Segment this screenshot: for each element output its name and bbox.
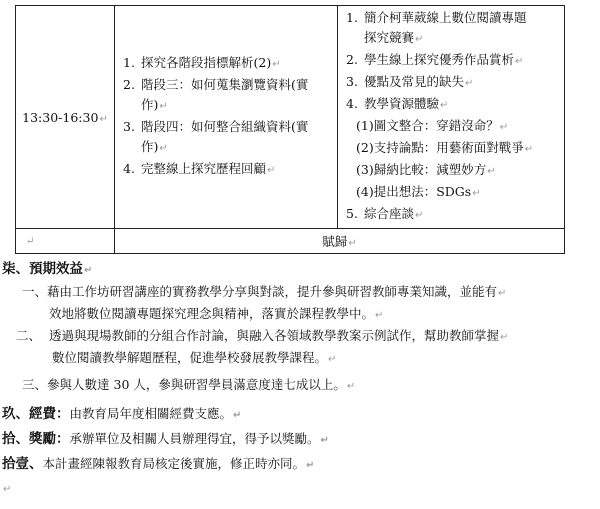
paragraph-mark-icon: ↵ <box>524 144 534 155</box>
item-line-text: 綜合座談 <box>364 206 415 221</box>
sub-item-text: (4)提出想法：SDGs <box>356 184 472 199</box>
paragraph-mark-icon: ↵ <box>499 122 509 133</box>
list-item <box>342 116 560 138</box>
sub-item-text: (2)支持論點：用藝術面對戰爭 <box>356 140 524 155</box>
paragraph-mark-icon: ↵ <box>3 484 12 495</box>
item-line <box>141 159 333 181</box>
section-11 <box>2 452 314 472</box>
middle-list <box>115 51 337 183</box>
item-line-text: 學生線上探究優秀作品賞析 <box>364 52 515 67</box>
section-7-item-2 <box>16 326 508 370</box>
section-7-item-1 <box>22 282 506 326</box>
paragraph-mark-icon: ↵ <box>415 210 424 221</box>
item-num: 二、 <box>16 328 42 343</box>
list-item <box>119 75 333 117</box>
item-number: 4. <box>123 161 135 176</box>
list-item <box>119 53 333 75</box>
item-line-text: 簡介柯華葳線上數位閱讀專題 <box>364 10 527 25</box>
schedule-table <box>15 5 565 254</box>
paragraph-mark-icon: ↵ <box>440 100 449 111</box>
section-10-label: 拾、獎勵： <box>2 431 70 447</box>
paragraph-mark-icon: ↵ <box>267 165 276 176</box>
item-num: 一、 <box>22 284 48 299</box>
item-line-text: 作) <box>141 97 159 112</box>
item-line <box>141 117 333 137</box>
section-7-label: 柒、預期效益 <box>2 261 83 277</box>
item-line <box>141 75 333 95</box>
item-line <box>364 50 560 72</box>
item-line-text: 階段四：如何整合組織資料(實 <box>141 119 309 134</box>
list-item <box>342 50 560 72</box>
list-item <box>342 138 560 160</box>
paragraph-mark-icon: ↵ <box>375 310 384 321</box>
right-list <box>338 6 564 228</box>
item-number: 3. <box>346 74 358 89</box>
item-line: 參與人數達 30 人，參與研習學員滿意度達七成以上。 <box>47 377 346 392</box>
item-line-text: 探究競賽 <box>364 30 415 45</box>
closing-row <box>16 229 565 254</box>
paragraph-mark-icon: ↵ <box>26 235 35 247</box>
section-11-text: 本計畫經陳報教育局核定後實施，修正時亦同。 <box>42 456 306 471</box>
item-number: 5. <box>346 206 358 221</box>
item-number: 1. <box>346 10 358 25</box>
item-line <box>364 72 560 94</box>
item-line-text: 完整線上探究歷程回顧 <box>141 161 267 176</box>
section-9 <box>2 402 241 422</box>
paragraph-mark-icon: ↵ <box>306 460 315 471</box>
closing-text: 賦歸 <box>322 234 348 249</box>
item-line <box>364 94 560 116</box>
empty-cell <box>16 229 115 254</box>
item-line-text: 階段三：如何蒐集瀏覽資料(實 <box>141 77 309 92</box>
list-item <box>342 72 560 94</box>
paragraph-mark-icon: ↵ <box>498 288 507 299</box>
paragraph-mark-icon: ↵ <box>465 78 474 89</box>
item-line: 數位閱讀教學解題歷程，促進學校發展教學課程。 <box>52 350 328 365</box>
section-11-label: 拾壹、 <box>2 456 43 472</box>
item-line: 透過與現場教師的分組合作討論，與融入各領域教學教案示例試作，幫助教師掌握 <box>48 328 499 343</box>
section-10-text: 承辦單位及相關人員辦理得宜，得予以獎勵。 <box>69 431 320 446</box>
sub-item-text: (3)歸納比較：減塑妙方 <box>356 162 487 177</box>
list-item <box>342 160 560 182</box>
paragraph-mark-icon: ↵ <box>328 354 337 365</box>
item-line: 效地將數位閱讀專題探究理念與精神，落實於課程教學中。 <box>49 306 375 321</box>
item-line <box>141 137 333 159</box>
item-number: 1. <box>123 55 135 70</box>
item-line <box>141 95 333 117</box>
sub-item-text: (1)圖文整合：穿錯沒命？ <box>356 118 499 133</box>
section-9-label: 玖、經費： <box>2 406 70 422</box>
paragraph-mark-icon: ↵ <box>159 101 168 112</box>
item-number: 2. <box>123 77 135 92</box>
list-item <box>342 204 560 226</box>
schedule-row <box>16 6 565 229</box>
item-number: 2. <box>346 52 358 67</box>
item-line: 藉由工作坊研習講座的實務教學分享與對談，提升參與研習教師專業知識，並能有 <box>47 284 498 299</box>
section-7-item-3 <box>22 375 355 397</box>
item-line <box>141 53 333 75</box>
paragraph-mark-icon: ↵ <box>159 143 168 154</box>
section-7-heading <box>2 257 92 277</box>
item-line-text: 優點及常見的缺失 <box>364 74 465 89</box>
paragraph-mark-icon: ↵ <box>84 265 93 276</box>
item-line-text: 教學資源體驗 <box>364 96 440 111</box>
paragraph-mark-icon: ↵ <box>320 435 329 446</box>
empty-paragraph <box>2 478 11 500</box>
paragraph-mark-icon: ↵ <box>272 59 281 70</box>
list-item <box>119 117 333 159</box>
closing-cell <box>115 229 565 254</box>
time-text: 13:30-16:30 <box>22 109 99 125</box>
item-line <box>364 28 560 50</box>
paragraph-mark-icon: ↵ <box>415 34 424 45</box>
item-line <box>364 204 560 226</box>
paragraph-mark-icon: ↵ <box>487 166 496 177</box>
middle-cell <box>115 6 338 229</box>
list-item <box>342 182 560 204</box>
paragraph-mark-icon: ↵ <box>515 56 524 67</box>
list-item <box>342 8 560 50</box>
item-num: 三、 <box>22 377 48 392</box>
paragraph-mark-icon: ↵ <box>499 332 509 343</box>
section-10 <box>2 427 329 447</box>
paragraph-mark-icon: ↵ <box>233 410 242 421</box>
item-number: 3. <box>123 119 135 134</box>
section-9-text: 由教育局年度相關經費支應。 <box>69 406 233 421</box>
paragraph-mark-icon: ↵ <box>348 238 357 249</box>
paragraph-mark-icon: ↵ <box>472 188 481 199</box>
paragraph-mark-icon: ↵ <box>99 113 108 125</box>
time-cell <box>16 6 115 229</box>
right-cell <box>338 6 565 229</box>
list-item <box>342 94 560 116</box>
item-line <box>364 8 560 28</box>
item-line-text: 探究各階段指標解析(2) <box>141 55 272 70</box>
paragraph-mark-icon: ↵ <box>346 381 356 392</box>
item-number: 4. <box>346 96 358 111</box>
item-line-text: 作) <box>141 139 159 154</box>
list-item <box>119 159 333 181</box>
